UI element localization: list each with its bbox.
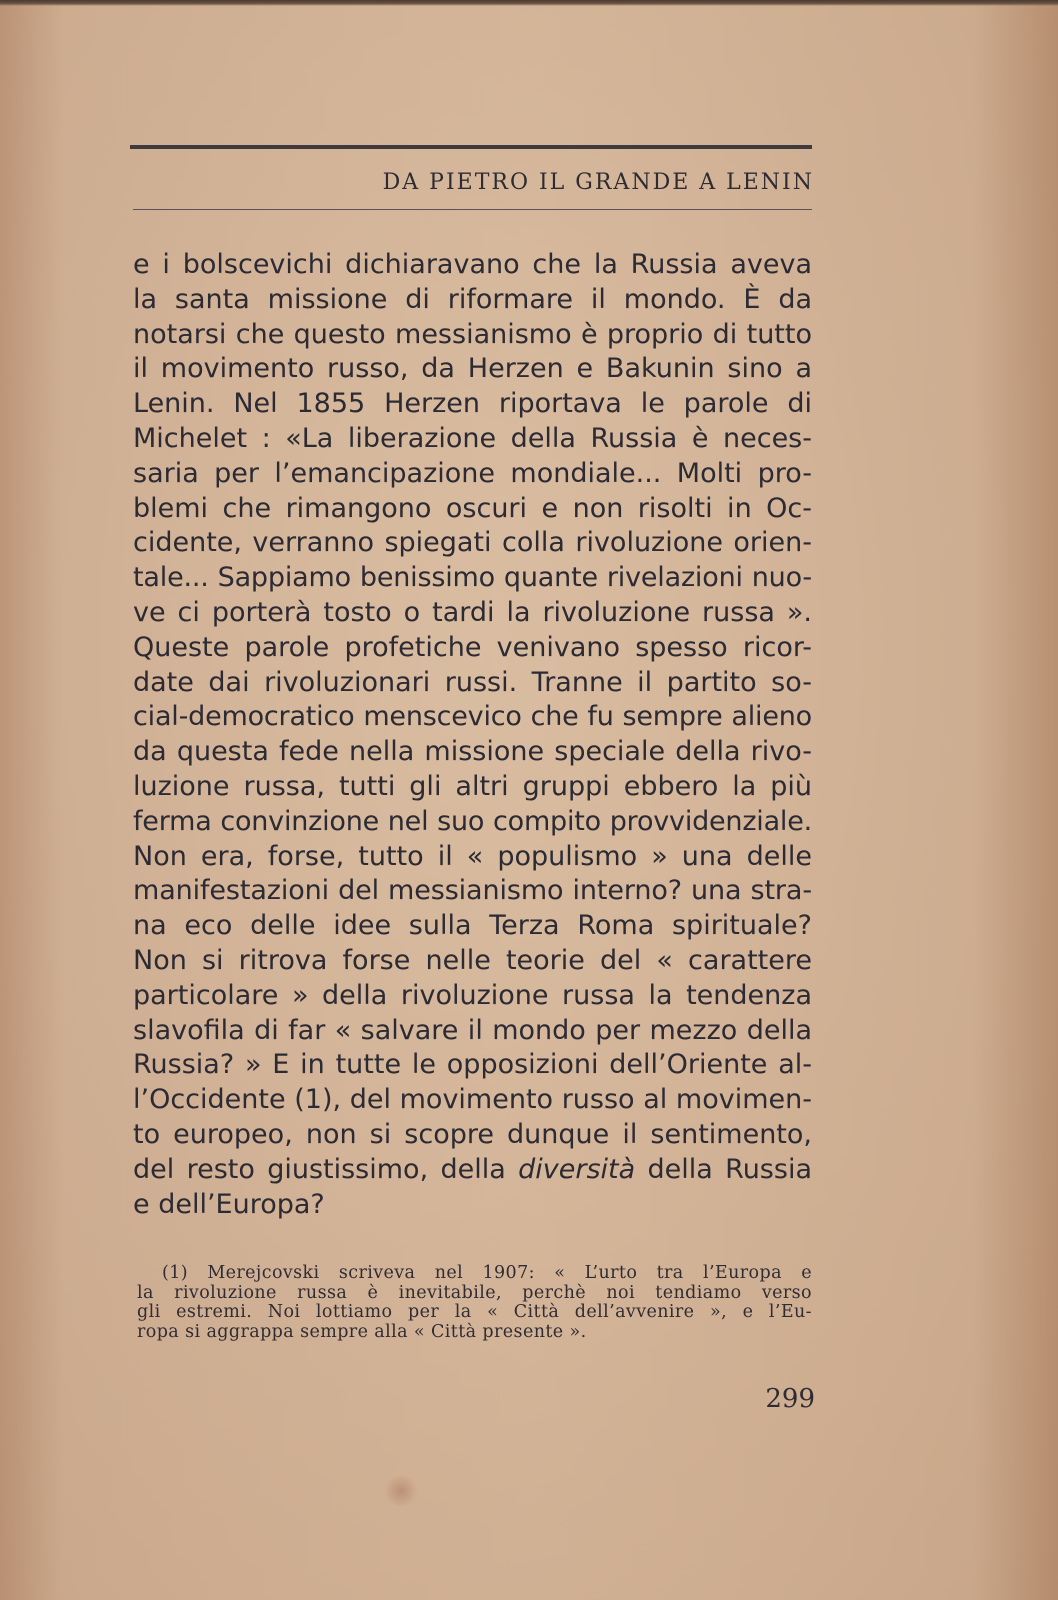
body-line: Lenin. Nel 1855 Herzen riportava le parole di bbox=[133, 388, 812, 420]
footnote-line: la rivoluzione russa è inevitabile, perchè noi tendiamo verso bbox=[137, 1282, 812, 1303]
body-line: la santa missione di riformare il mondo. È da bbox=[133, 283, 812, 315]
body-line: Queste parole profetiche venivano spesso ricor- bbox=[133, 631, 812, 663]
body-line: blemi che rimangono oscuri e non risolti in Oc- bbox=[133, 492, 812, 524]
body-line: e dell’Europa? bbox=[133, 1188, 325, 1220]
body-line: date dai rivoluzionari russi. Tranne il partito so- bbox=[133, 666, 812, 698]
body-line: cial-democratico menscevico che fu sempre alieno bbox=[133, 701, 812, 733]
body-line: saria per l’emancipazione mondiale... Molti pro- bbox=[133, 457, 812, 489]
body-line: luzione russa, tutti gli altri gruppi ebbero la più bbox=[133, 770, 812, 802]
body-line: na eco delle idee sulla Terza Roma spirituale? bbox=[133, 910, 812, 942]
page-top-edge bbox=[0, 0, 1058, 6]
italic-word: diversità bbox=[518, 1153, 636, 1185]
header-rule-top bbox=[130, 145, 812, 149]
body-line: manifestazioni del messianismo interno? una stra- bbox=[133, 875, 812, 907]
body-line: da questa fede nella missione speciale della rivo- bbox=[133, 736, 812, 768]
running-header: DA PIETRO IL GRANDE A LENIN bbox=[382, 170, 814, 195]
body-line-part: della Russia bbox=[647, 1153, 812, 1185]
page-number: 299 bbox=[765, 1384, 815, 1414]
body-line: e i bolscevichi dichiaravano che la Russia aveva bbox=[133, 249, 812, 280]
body-line: tale... Sappiamo benissimo quante rivelazioni nuo- bbox=[133, 562, 812, 594]
body-line: Michelet : «La liberazione della Russia è neces- bbox=[133, 422, 812, 454]
body-line: il movimento russo, da Herzen e Bakunin sino a bbox=[133, 353, 812, 385]
footnote-line: ropa si aggrappa sempre alla « Città presente ». bbox=[137, 1321, 587, 1342]
header-rule-bottom bbox=[133, 209, 812, 210]
footnote-line: (1) Merejcovski scriveva nel 1907: « L’urto tra l’Europa e bbox=[162, 1263, 812, 1283]
body-line: ferma convinzione nel suo compito provvidenziale. bbox=[133, 805, 812, 837]
body-line bbox=[133, 1153, 812, 1188]
body-line: l’Occidente (1), del movimento russo al movimen- bbox=[133, 1084, 812, 1116]
body-line: particolare » della rivoluzione russa la tendenza bbox=[133, 979, 812, 1011]
body-line: notarsi che questo messianismo è proprio di tutto bbox=[133, 318, 812, 350]
body-line: ve ci porterà tosto o tardi la rivoluzione russa ». bbox=[133, 596, 812, 628]
body-line-part: del resto giustissimo, della bbox=[133, 1153, 506, 1185]
body-text bbox=[133, 248, 812, 1222]
body-line: Russia? » E in tutte le opposizioni dell’Oriente al- bbox=[133, 1049, 812, 1081]
body-line: to europeo, non si scopre dunque il sentimento, bbox=[133, 1118, 812, 1150]
footnote-line: gli estremi. Noi lottiamo per la « Città dell’avvenire », e l’Eu- bbox=[137, 1302, 812, 1322]
body-line: Non era, forse, tutto il « populismo » una delle bbox=[133, 840, 812, 872]
footnote bbox=[137, 1264, 812, 1342]
paper-stain bbox=[382, 1476, 420, 1506]
body-line: Non si ritrova forse nelle teorie del « carattere bbox=[133, 944, 812, 976]
body-line: slavofila di far « salvare il mondo per mezzo della bbox=[133, 1014, 812, 1046]
body-line: cidente, verranno spiegati colla rivoluzione orien- bbox=[133, 527, 812, 559]
